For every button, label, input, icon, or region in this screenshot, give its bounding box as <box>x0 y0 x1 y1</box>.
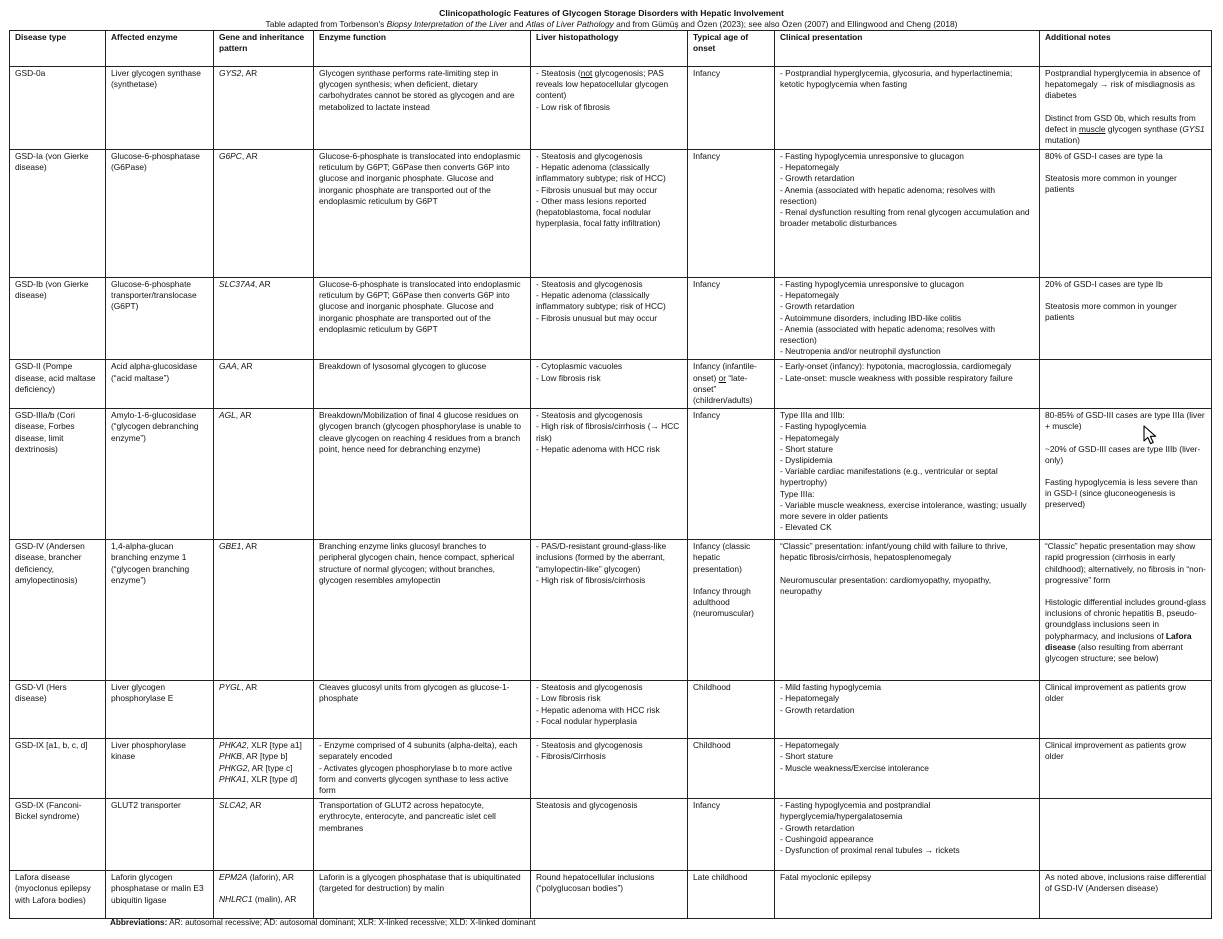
cell-line: Postprandial hyperglycemia in absence of hepatomegaly → risk of misdiagnosis as diabetes <box>1045 68 1201 101</box>
cell-line: - Variable cardiac manifestations (e.g., ventricular or septal hypertrophy) <box>780 466 998 488</box>
cell-line: Amylo-1-6-glucosidase (“glycogen debranching enzyme”) <box>111 410 199 443</box>
cell-line: Infancy <box>693 800 721 811</box>
cell-line: 80% of GSD-I cases are type Ia <box>1045 151 1163 161</box>
cell-line: Liver glycogen synthase (synthetase) <box>111 68 201 90</box>
header-row <box>10 31 1212 67</box>
cell-line: Glucose-6-phosphate is translocated into endoplasmic reticulum by G6PT; G6Pase then converts G6P into glucose and inorganic phosphate. Glucose and inorganic phosphate are transported out of the endoplasmic reticulum by G6PT <box>319 151 521 206</box>
cell-line: - Focal nodular hyperplasia <box>536 715 638 726</box>
clinical-presentation-cell <box>775 278 1040 360</box>
cell-line: - Steatosis and glycogenosis <box>536 682 643 693</box>
enzyme-function-cell <box>314 409 531 540</box>
age-of-onset-cell <box>688 739 775 799</box>
liver-histopathology-cell <box>531 540 688 681</box>
cell-line: - Renal dysfunction resulting from renal glycogen accumulation and broader metabolic disturbances <box>780 207 1030 229</box>
additional-notes-cell <box>1040 799 1212 871</box>
affected-enzyme-cell <box>106 150 214 278</box>
cell-line: Transportation of GLUT2 across hepatocyte, erythrocyte, enterocyte, and pancreatic islet cell membranes <box>319 800 496 833</box>
liver-histopathology-cell <box>531 739 688 799</box>
affected-enzyme-cell <box>106 540 214 681</box>
clinical-presentation-cell <box>775 540 1040 681</box>
gene-cell <box>214 871 314 919</box>
cell-line: Branching enzyme links glucosyl branches to peripheral glycogen chain, hence compact, spherical structure of normal glycogen; without branches, glycogen resembles amylopectin <box>319 541 515 585</box>
cell-line: Laforin glycogen phosphatase or malin E3 ubiquitin ligase <box>111 872 204 905</box>
enzyme-function-cell <box>314 360 531 409</box>
table-row <box>10 681 1212 739</box>
cell-line: Infancy <box>693 68 721 78</box>
cell-line: PYGL, AR <box>219 682 258 693</box>
cell-line: GYS2, AR <box>219 68 258 78</box>
age-of-onset-cell <box>688 409 775 540</box>
clinical-presentation-cell <box>775 67 1040 150</box>
cell-line: - Short stature <box>780 443 834 454</box>
affected-enzyme-cell <box>106 360 214 409</box>
cell-line: - Late-onset: muscle weakness with possible respiratory failure <box>780 372 1013 383</box>
cell-line: As noted above, inclusions raise differential of GSD-IV (Andersen disease) <box>1045 872 1206 894</box>
cell-line: G6PC, AR <box>219 151 258 161</box>
affected-enzyme-cell <box>106 871 214 919</box>
gene-cell <box>214 409 314 540</box>
age-of-onset-cell <box>688 540 775 681</box>
cell-line: - Muscle weakness/Exercise intolerance <box>780 762 929 773</box>
cell-line: Clinical improvement as patients grow older <box>1045 682 1187 704</box>
cell-line: Breakdown/Mobilization of final 4 glucose residues on glycogen branch (glycogen phosphorylase is unable to cleave glycogen on reaching 4 residues from a branch point, hence need for debranching enzyme) <box>319 410 522 454</box>
cell-line: GSD-Ib (von Gierke disease) <box>15 279 89 301</box>
cell-line: Type IIIa and IIIb: <box>780 410 845 421</box>
age-of-onset-cell <box>688 150 775 278</box>
cell-line: GLUT2 transporter <box>111 800 181 811</box>
cell-line: 80-85% of GSD-III cases are type IIIa (liver + muscle) <box>1045 410 1205 432</box>
clinical-presentation-cell <box>775 739 1040 799</box>
cell-line: Late childhood <box>693 872 748 883</box>
affected-enzyme-cell <box>106 409 214 540</box>
affected-enzyme-cell <box>106 681 214 739</box>
enzyme-function-cell <box>314 278 531 360</box>
gene-cell <box>214 360 314 409</box>
cell-line: GSD-IX [a1, b, c, d] <box>15 740 88 751</box>
cell-line: - Hepatomegaly <box>780 432 840 443</box>
liver-histopathology-cell <box>531 150 688 278</box>
cell-line: PHKB, AR [type b] <box>219 751 288 762</box>
cell-line: GBE1, AR <box>219 541 258 552</box>
cell-line: NHLRC1 (malin), AR <box>219 894 297 905</box>
additional-notes-cell <box>1040 871 1212 919</box>
enzyme-function-cell <box>314 540 531 681</box>
liver-histopathology-cell <box>531 799 688 871</box>
additional-notes-cell <box>1040 681 1212 739</box>
cell-line: ~20% of GSD-III cases are type IIIb (liver-only) <box>1045 443 1201 465</box>
cell-line: - Fasting hypoglycemia <box>780 421 867 432</box>
cell-line: - Fibrosis/Cirrhosis <box>536 751 606 762</box>
cell-line: - Low fibrosis risk <box>536 372 601 383</box>
cell-line: - Steatosis and glycogenosis <box>536 279 643 289</box>
enzyme-function-cell <box>314 67 531 150</box>
disease-type-cell <box>10 799 106 871</box>
cell-line: - Fasting hypoglycemia unresponsive to glucagon <box>780 279 964 289</box>
col-header-clinical-presentation: Clinical presentation <box>775 31 1040 67</box>
liver-histopathology-cell <box>531 409 688 540</box>
table-row <box>10 360 1212 409</box>
cell-line: GSD-IIIa/b (Cori disease, Forbes disease, limit dextrinosis) <box>15 410 76 454</box>
cell-line: Infancy <box>693 410 721 421</box>
liver-histopathology-cell <box>531 360 688 409</box>
cell-line: - High risk of fibrosis/cirrhosis (→ HCC risk) <box>536 421 680 443</box>
cell-line: - Hepatomegaly <box>780 290 840 301</box>
cell-line: Childhood <box>693 682 731 693</box>
cell-line: “Classic” hepatic presentation may show rapid progression (cirrhosis in early childhood); alternatively, no fibrosis in “non-progressive” form <box>1045 541 1206 585</box>
affected-enzyme-cell <box>106 799 214 871</box>
cell-line: - Early-onset (infancy): hypotonia, macroglossia, cardiomegaly <box>780 361 1012 372</box>
affected-enzyme-cell <box>106 278 214 360</box>
cell-line: - Low risk of fibrosis <box>536 101 610 112</box>
cell-line: Distinct from GSD 0b, which results from defect in muscle glycogen synthase (GYS1 mutation) <box>1045 112 1205 146</box>
enzyme-function-cell <box>314 799 531 871</box>
disease-type-cell <box>10 360 106 409</box>
table-row <box>10 67 1212 150</box>
cell-line: “Classic” presentation: infant/young child with failure to thrive, hepatic fibrosis/cirrhosis, hepatosplenomegaly <box>780 541 1008 563</box>
additional-notes-cell <box>1040 540 1212 681</box>
cell-line: - Anemia (associated with hepatic adenoma; resolves with resection) <box>780 323 996 346</box>
disease-type-cell <box>10 540 106 681</box>
cell-line: - Enzyme comprised of 4 subunits (alpha-delta), each separately encoded <box>319 740 518 762</box>
cell-line: - Fasting hypoglycemia and postprandial hyperglycemia/hypergalatosemia <box>780 800 931 822</box>
cell-line: - Hepatic adenoma (classically inflammatory subtype; risk of HCC) <box>536 290 666 312</box>
cell-line: Breakdown of lysosomal glycogen to glucose <box>319 361 487 372</box>
cell-line: - Neutropenia and/or neutrophil dysfunction <box>780 346 941 357</box>
gene-cell <box>214 799 314 871</box>
cell-line: - Anemia (associated with hepatic adenoma; resolves with resection) <box>780 184 996 206</box>
cell-line: PHKA2, XLR [type a1] <box>219 740 302 751</box>
col-header-liver-histopathology: Liver histopathology <box>531 31 688 67</box>
disease-type-cell <box>10 150 106 278</box>
cell-line: Steatosis more common in younger patients <box>1045 173 1177 195</box>
enzyme-function-cell <box>314 150 531 278</box>
cell-line: GSD-0a <box>15 68 46 78</box>
gene-cell <box>214 681 314 739</box>
table-row <box>10 871 1212 919</box>
page-title: Clinicopathologic Features of Glycogen Storage Disorders with Hepatic Involvement <box>439 8 784 18</box>
disease-type-cell <box>10 739 106 799</box>
cell-line: - PAS/D-resistant ground-glass-like inclusions (formed by the aberrant, “amylopectin-like” glycogen) <box>536 541 667 574</box>
cell-line: Liver glycogen phosphorylase E <box>111 682 174 704</box>
col-header-additional-notes: Additional notes <box>1040 31 1212 67</box>
disease-type-cell <box>10 871 106 919</box>
clinical-presentation-cell <box>775 681 1040 739</box>
gsd-table <box>9 30 1212 919</box>
affected-enzyme-cell <box>106 67 214 150</box>
clinical-presentation-cell <box>775 360 1040 409</box>
abbreviations-label: Abbreviations: <box>110 918 168 927</box>
gene-cell <box>214 67 314 150</box>
cell-line: Childhood <box>693 740 731 751</box>
cell-line: - Fibrosis unusual but may occur <box>536 312 658 323</box>
cell-line: Infancy (infantile-onset) or “late-onset” (children/adults) <box>693 361 757 406</box>
liver-histopathology-cell <box>531 871 688 919</box>
liver-histopathology-cell <box>531 681 688 739</box>
gene-cell <box>214 540 314 681</box>
table-row <box>10 739 1212 799</box>
clinical-presentation-cell <box>775 150 1040 278</box>
cell-line: PHKG2, AR [type c] <box>219 762 293 773</box>
disease-type-cell <box>10 681 106 739</box>
clinical-presentation-cell <box>775 799 1040 871</box>
cell-line: - Fasting hypoglycemia unresponsive to glucagon <box>780 151 964 161</box>
cell-line: Liver phosphorylase kinase <box>111 740 186 762</box>
cell-line: Glucose-6-phosphate transporter/translocase (G6PT) <box>111 279 197 312</box>
gene-cell <box>214 739 314 799</box>
col-header-affected-enzyme: Affected enzyme <box>106 31 214 67</box>
abbreviations-footnote <box>110 918 535 928</box>
cell-line: Neuromuscular presentation: cardiomyopathy, myopathy, neuropathy <box>780 574 992 596</box>
cell-line: SLC37A4, AR <box>219 279 271 289</box>
cell-line: Cleaves glucosyl units from glycogen as glucose-1-phosphate <box>319 682 510 704</box>
cell-line: GSD-Ia (von Gierke disease) <box>15 151 89 173</box>
age-of-onset-cell <box>688 360 775 409</box>
cell-line: - Dyslipidemia <box>780 455 833 466</box>
cell-line: Clinical improvement as patients grow older <box>1045 740 1187 762</box>
cell-line: - Hepatic adenoma (classically inflammatory subtype; risk of HCC) <box>536 162 666 184</box>
cell-line: Fasting hypoglycemia is less severe than in GSD-I (since gluconeogenesis is preserved) <box>1045 477 1198 510</box>
cell-line: PHKA1, XLR [type d] <box>219 773 298 784</box>
cell-line: GAA, AR <box>219 361 253 372</box>
additional-notes-cell <box>1040 150 1212 278</box>
cell-line: - Dysfunction of proximal renal tubules → rickets <box>780 845 960 856</box>
cell-line: - Steatosis (not glycogenosis; PAS reveals low hepatocellular glycogen content) <box>536 68 669 101</box>
cell-line: - Growth retardation <box>780 301 855 312</box>
table-row <box>10 409 1212 540</box>
cell-line: - High risk of fibrosis/cirrhosis <box>536 574 646 585</box>
cell-line: Histologic differential includes ground-glass inclusions of chronic hepatitis B, pseudo-groundglass inclusions seen in polypharmacy, and inclusions of Lafora disease (also resulting from aberrant glycogen structure; see below) <box>1045 597 1206 664</box>
col-header-enzyme-function: Enzyme function <box>314 31 531 67</box>
cell-line: - Autoimmune disorders, including IBD-like colitis <box>780 312 962 323</box>
cell-line: Fatal myoclonic epilepsy <box>780 872 872 883</box>
enzyme-function-cell <box>314 871 531 919</box>
cell-line: - Mild fasting hypoglycemia <box>780 682 882 693</box>
cell-line: Infancy <box>693 279 721 289</box>
cell-line: - Short stature <box>780 751 834 762</box>
cell-line: SLCA2, AR <box>219 800 262 811</box>
age-of-onset-cell <box>688 871 775 919</box>
cell-line: - Fibrosis unusual but may occur <box>536 184 658 195</box>
cell-line: - Hepatomegaly <box>780 162 840 173</box>
additional-notes-cell <box>1040 409 1212 540</box>
cell-line: - Cushingoid appearance <box>780 833 874 844</box>
additional-notes-cell <box>1040 739 1212 799</box>
additional-notes-cell <box>1040 360 1212 409</box>
col-header-gene: Gene and inheritance pattern <box>214 31 314 67</box>
mouse-pointer-icon <box>1143 425 1157 445</box>
additional-notes-cell <box>1040 67 1212 150</box>
cell-line: - Activates glycogen phosphorylase b to more active form and converts glycogen synthase to less active form <box>319 762 513 796</box>
cell-line: - Hepatomegaly <box>780 740 840 751</box>
cell-line: - Steatosis and glycogenosis <box>536 740 643 751</box>
cell-line: GSD-IV (Andersen disease, brancher deficiency, amylopectinosis) <box>15 541 85 585</box>
cell-line: - Postprandial hyperglycemia, glycosuria, and hyperlactinemia; ketotic hypoglycemia when fasting <box>780 68 1013 90</box>
cell-line: Steatosis more common in younger patients <box>1045 301 1177 323</box>
cell-line: - Cytoplasmic vacuoles <box>536 361 623 372</box>
additional-notes-cell <box>1040 278 1212 360</box>
abbreviations-text: AR: autosomal recessive; AD: autosomal dominant; XLR: X-linked recessive; XLD: X-linked dominant <box>167 918 536 927</box>
cell-line: GSD-VI (Hers disease) <box>15 682 67 704</box>
age-of-onset-cell <box>688 681 775 739</box>
col-header-age-of-onset: Typical age of onset <box>688 31 775 67</box>
table-row <box>10 540 1212 681</box>
gene-cell <box>214 278 314 360</box>
cell-line: - Steatosis and glycogenosis <box>536 151 643 161</box>
gene-cell <box>214 150 314 278</box>
age-of-onset-cell <box>688 67 775 150</box>
cell-line: Steatosis and glycogenosis <box>536 800 638 811</box>
cell-line: GSD-IX (Fanconi-Bickel syndrome) <box>15 800 82 822</box>
cell-line: Laforin is a glycogen phosphatase that is ubiquitinated (targeted for destruction) by malin <box>319 872 521 894</box>
cell-line: Glycogen synthase performs rate-limiting step in glycogen synthesis; when deficient, dietary carbohydrates cannot be stored as glycogen and are metabolized to lactate instead <box>319 68 515 112</box>
liver-histopathology-cell <box>531 278 688 360</box>
cell-line: - Other mass lesions reported (hepatoblastoma, focal nodular hyperplasia, focal fatty infiltration) <box>536 195 661 229</box>
cell-line: Type IIIa: <box>780 488 815 499</box>
affected-enzyme-cell <box>106 739 214 799</box>
cell-line: - Elevated CK <box>780 522 832 533</box>
table-row <box>10 278 1212 360</box>
cell-line: Lafora disease (myoclonus epilepsy with Lafora bodies) <box>15 872 91 905</box>
cell-line: - Variable muscle weakness, exercise intolerance, wasting; usually more severe in older patients <box>780 499 1027 522</box>
cell-line: - Steatosis and glycogenosis <box>536 410 643 421</box>
disease-type-cell <box>10 409 106 540</box>
cell-line: EPM2A (laforin), AR <box>219 872 294 883</box>
enzyme-function-cell <box>314 739 531 799</box>
page-subtitle: Table adapted from Torbenson's Biopsy Interpretation of the Liver and Atlas of Liver Pathology and from Gümüş and Özen (2023); see also Özen (2007) and Ellingwood and Cheng (2018) <box>265 19 958 29</box>
clinical-presentation-cell <box>775 871 1040 919</box>
cell-line: - Growth retardation <box>780 704 855 715</box>
liver-histopathology-cell <box>531 67 688 150</box>
cell-line: - Growth retardation <box>780 822 855 833</box>
disease-type-cell <box>10 67 106 150</box>
cell-line: Infancy through adulthood (neuromuscular) <box>693 585 754 619</box>
table-body <box>10 67 1212 919</box>
cell-line: - Hepatic adenoma with HCC risk <box>536 704 660 715</box>
table-row <box>10 799 1212 871</box>
cell-line: Round hepatocellular inclusions (“polyglucosan bodies”) <box>536 872 655 894</box>
cell-line: Infancy <box>693 151 721 161</box>
cell-line: 20% of GSD-I cases are type Ib <box>1045 279 1163 289</box>
age-of-onset-cell <box>688 278 775 360</box>
cell-line: - Growth retardation <box>780 173 855 184</box>
cell-line: - Hepatomegaly <box>780 693 840 704</box>
clinical-presentation-cell <box>775 409 1040 540</box>
disease-type-cell <box>10 278 106 360</box>
cell-line: - Low fibrosis risk <box>536 693 601 704</box>
cell-line: Acid alpha-glucosidase (“acid maltase”) <box>111 361 198 383</box>
cell-line: Infancy (classic hepatic presentation) <box>693 541 751 574</box>
cell-line: 1,4-alpha-glucan branching enzyme 1 (“glycogen branching enzyme”) <box>111 541 190 585</box>
enzyme-function-cell <box>314 681 531 739</box>
cell-line: AGL, AR <box>219 410 252 421</box>
cell-line: Glucose-6-phosphatase (G6Pase) <box>111 151 200 173</box>
table-row <box>10 150 1212 278</box>
col-header-disease-type: Disease type <box>10 31 106 67</box>
age-of-onset-cell <box>688 799 775 871</box>
cell-line: Glucose-6-phosphate is translocated into endoplasmic reticulum by G6PT; G6Pase then converts G6P into glucose and inorganic phosphate. Glucose and inorganic phosphate are transported out of the endoplasmic reticulum by G6PT <box>319 279 521 334</box>
cell-line: GSD-II (Pompe disease, acid maltase deficiency) <box>15 361 96 394</box>
cell-line: - Hepatic adenoma with HCC risk <box>536 443 660 454</box>
